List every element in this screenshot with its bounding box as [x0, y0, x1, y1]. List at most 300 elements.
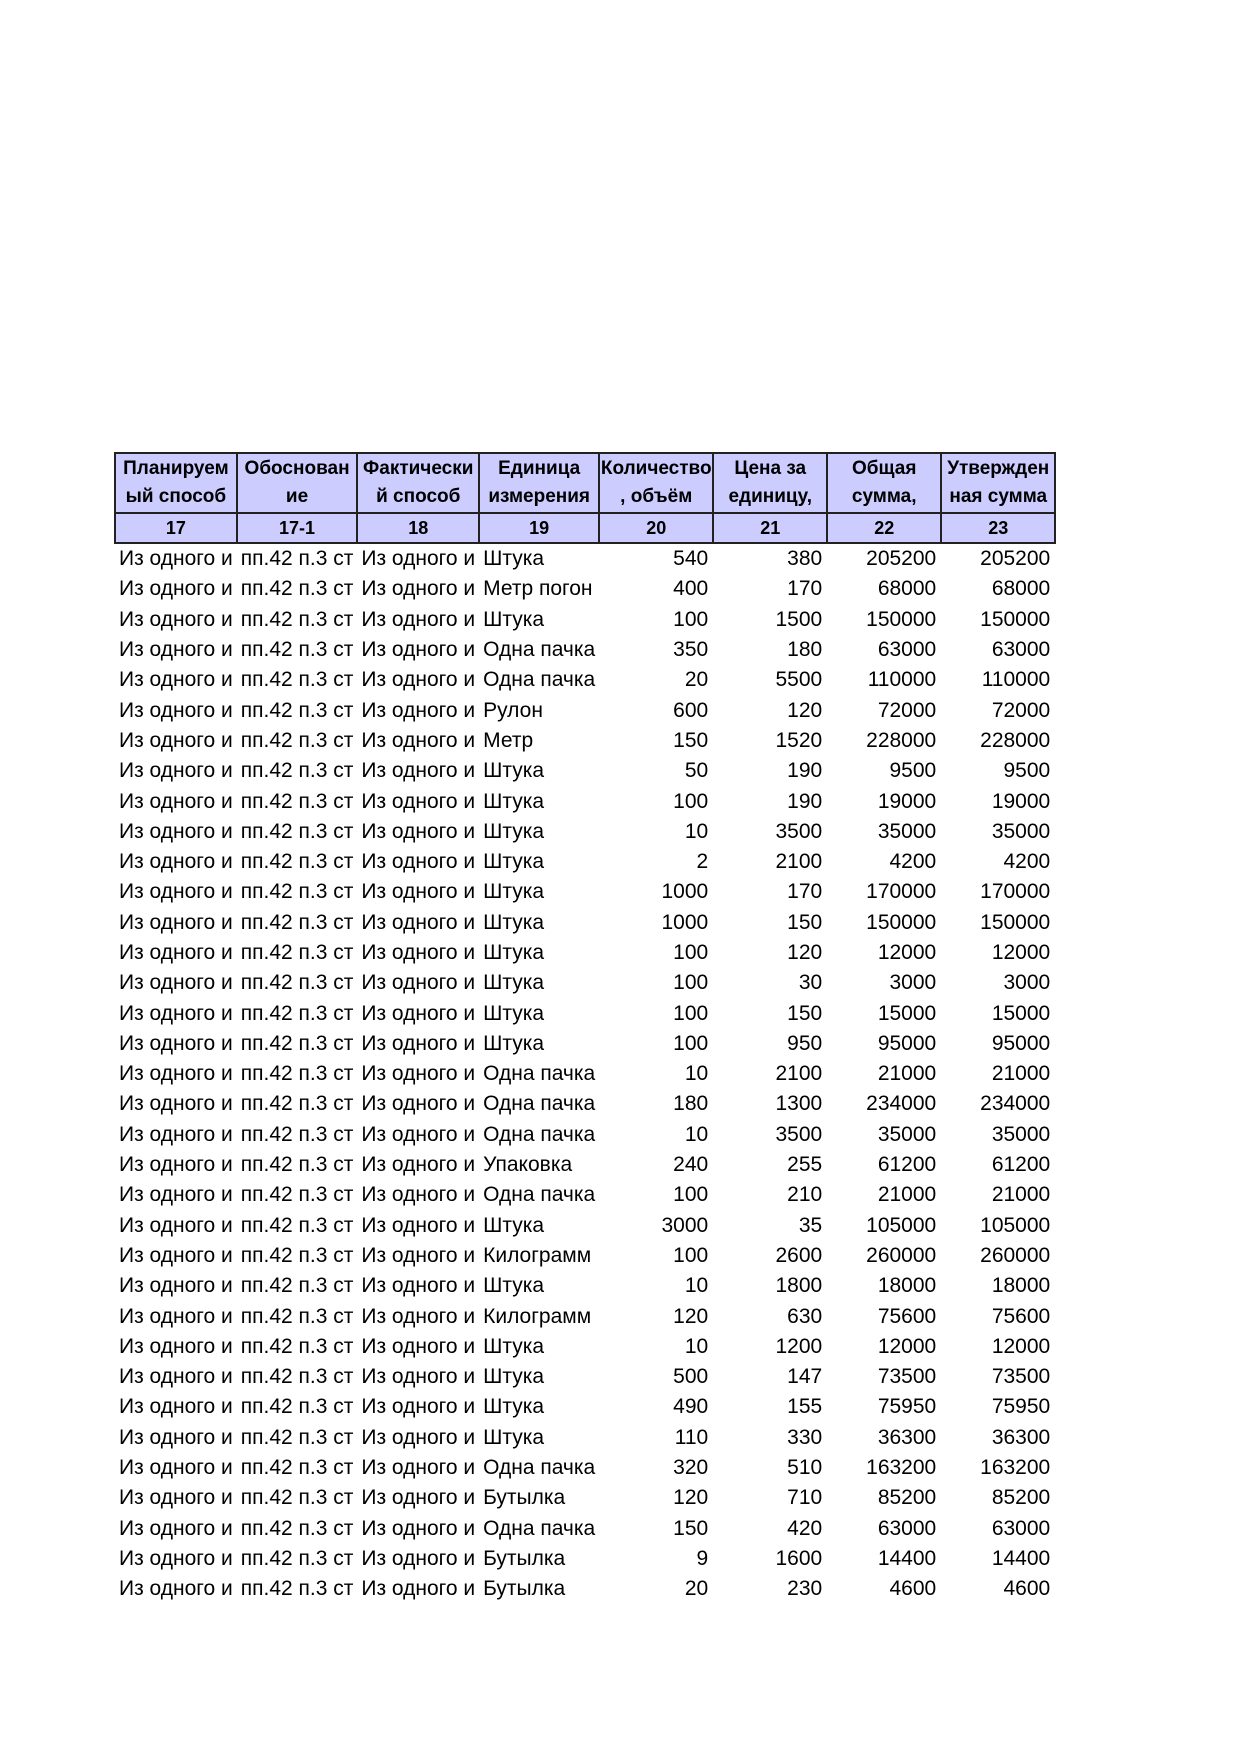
table-cell: Штука — [483, 819, 545, 843]
table-cell: 190 — [787, 789, 823, 813]
table-cell: 3000 — [661, 1213, 709, 1237]
table-cell: 20 — [684, 668, 709, 692]
table-cell: Из одного и — [361, 1365, 476, 1389]
procurement-table — [114, 452, 1056, 1604]
table-cell: 163200 — [866, 1456, 937, 1480]
table-cell: Штука — [483, 941, 545, 964]
table-cell: 120 — [787, 698, 823, 722]
table-cell: Метр — [483, 728, 534, 752]
table-row — [115, 1483, 1055, 1513]
table-cell: 75950 — [877, 1395, 937, 1419]
table-cell: 3000 — [1003, 971, 1051, 995]
column-header: Количество , объём — [599, 453, 713, 513]
table-cell: пп.42 п.3 ст — [240, 759, 354, 783]
table-cell: 3500 — [775, 1122, 823, 1146]
table-cell: 240 — [673, 1153, 709, 1177]
table-cell: 14400 — [991, 1546, 1051, 1570]
column-number: 23 — [941, 513, 1055, 543]
table-cell: Штука — [483, 1334, 545, 1358]
table-cell: пп.42 п.3 ст — [240, 880, 354, 904]
table-cell: пп.42 п.3 ст — [240, 1031, 354, 1055]
table-cell: 19000 — [991, 789, 1051, 813]
table-cell: 205200 — [866, 547, 937, 571]
table-cell: Одна пачка — [483, 1092, 596, 1116]
table-cell: Бутылка — [483, 1546, 566, 1570]
table-cell: пп.42 п.3 ст — [240, 1304, 354, 1328]
table-cell: Из одного и — [119, 1213, 233, 1237]
table-row — [115, 1362, 1055, 1392]
table-cell: Из одного и — [119, 1577, 233, 1601]
table-cell: 105000 — [866, 1213, 937, 1237]
table-cell: пп.42 п.3 ст — [240, 1546, 354, 1570]
table-cell: 20 — [684, 1577, 709, 1601]
table-cell: Упаковка — [483, 1153, 573, 1177]
table-row — [115, 605, 1055, 635]
table-row — [115, 1150, 1055, 1180]
table-cell: 9500 — [1003, 759, 1051, 783]
table-cell: 2 — [696, 850, 709, 874]
table-cell: 540 — [673, 547, 709, 571]
table-row — [115, 695, 1055, 725]
table-cell: Из одного и — [361, 547, 476, 571]
table-row — [115, 665, 1055, 695]
table-cell: пп.42 п.3 ст — [240, 1153, 354, 1177]
table-row — [115, 1544, 1055, 1574]
table-cell: 190 — [787, 759, 823, 783]
table-cell: Штука — [483, 971, 545, 995]
table-cell: пп.42 п.3 ст — [240, 698, 354, 722]
table-cell: Из одного и — [119, 850, 233, 874]
table-cell: Из одного и — [361, 607, 476, 631]
column-number: 18 — [357, 513, 479, 543]
table-cell: пп.42 п.3 ст — [240, 1516, 354, 1540]
table-cell: 5500 — [775, 668, 823, 692]
table-cell: 120 — [673, 1486, 709, 1510]
table-cell: 9500 — [889, 759, 937, 783]
table-cell: Из одного и — [361, 577, 476, 601]
table-cell: Из одного и — [119, 1062, 233, 1086]
table-cell: Из одного и — [361, 728, 476, 752]
table-cell: Штука — [483, 1425, 545, 1449]
table-row — [115, 847, 1055, 877]
table-cell: Из одного и — [119, 1516, 233, 1540]
table-cell: Штука — [483, 880, 545, 904]
table-cell: 1800 — [775, 1274, 823, 1298]
table-cell: Штука — [483, 607, 545, 631]
table-cell: 2100 — [775, 1062, 823, 1086]
table-cell: 4600 — [1003, 1577, 1051, 1601]
header-row — [115, 453, 1055, 513]
table-cell: Из одного и — [361, 1577, 476, 1601]
table-cell: 110 — [674, 1425, 709, 1449]
table-cell: 1500 — [775, 607, 823, 631]
table-cell: Из одного и — [361, 1213, 476, 1237]
table-cell: 1600 — [775, 1546, 823, 1570]
table-cell: 4600 — [889, 1577, 937, 1601]
column-header: Утвержден ная сумма — [941, 453, 1055, 513]
column-number-row — [115, 513, 1055, 543]
table-cell: 100 — [673, 971, 709, 995]
table-cell: 150000 — [866, 910, 937, 934]
table-row — [115, 998, 1055, 1028]
table-cell: 228000 — [980, 728, 1051, 752]
table-cell: Из одного и — [361, 1274, 476, 1298]
table-cell: пп.42 п.3 ст — [240, 1062, 354, 1086]
table-cell: 75600 — [877, 1304, 937, 1328]
table-cell: Штука — [483, 1001, 545, 1025]
table-cell: Из одного и — [119, 1122, 233, 1146]
table-cell: Из одного и — [119, 1425, 233, 1449]
table-row — [115, 968, 1055, 998]
table-cell: Из одного и — [361, 850, 476, 874]
table-cell: 100 — [673, 1001, 709, 1025]
table-cell: 100 — [673, 1031, 709, 1055]
table-cell: Из одного и — [119, 1153, 233, 1177]
column-number: 17-1 — [237, 513, 358, 543]
table-cell: Из одного и — [361, 880, 476, 904]
table-cell: 50 — [684, 759, 709, 783]
table-row — [115, 635, 1055, 665]
table-cell: 4200 — [889, 850, 937, 874]
table-body — [115, 543, 1055, 1604]
table-cell: Из одного и — [119, 1486, 233, 1510]
table-cell: 260000 — [980, 1243, 1051, 1267]
table-cell: 68000 — [877, 577, 937, 601]
table-cell: пп.42 п.3 ст — [240, 1274, 354, 1298]
table-cell: 72000 — [991, 698, 1051, 722]
table-cell: Из одного и — [119, 1334, 233, 1358]
table-cell: 75950 — [991, 1395, 1051, 1419]
table-cell: 234000 — [980, 1092, 1051, 1116]
table-cell: 260000 — [866, 1243, 937, 1267]
table-cell: Из одного и — [119, 789, 233, 813]
table-cell: Из одного и — [361, 819, 476, 843]
table-cell: пп.42 п.3 ст — [240, 607, 354, 631]
table-cell: 380 — [787, 547, 823, 571]
table-cell: 15000 — [877, 1001, 937, 1025]
table-cell: Из одного и — [361, 638, 476, 662]
table-cell: 10 — [684, 1274, 709, 1298]
table-cell: Из одного и — [361, 1486, 476, 1510]
column-header: Общая сумма, — [827, 453, 941, 513]
table-cell: Штука — [483, 789, 545, 813]
column-header: Фактически й способ — [357, 453, 479, 513]
table-cell: 1000 — [661, 910, 709, 934]
table-cell: Из одного и — [361, 1516, 476, 1540]
column-header: Цена за единицу, — [713, 453, 827, 513]
table-row — [115, 1453, 1055, 1483]
column-number: 22 — [827, 513, 941, 543]
table-cell: 180 — [787, 638, 823, 662]
table-cell: Из одного и — [361, 789, 476, 813]
table-row — [115, 1423, 1055, 1453]
table-cell: 18000 — [991, 1274, 1051, 1298]
table-cell: пп.42 п.3 ст — [240, 1425, 354, 1449]
table-cell: 180 — [673, 1092, 709, 1116]
table-cell: Штука — [483, 1274, 545, 1298]
table-cell: 400 — [673, 577, 709, 601]
table-row — [115, 756, 1055, 786]
table-cell: 1520 — [775, 728, 823, 752]
table-cell: 170 — [787, 577, 823, 601]
table-cell: 205200 — [980, 547, 1051, 571]
table-cell: 63000 — [877, 1516, 937, 1540]
table-cell: Из одного и — [119, 728, 233, 752]
table-row — [115, 543, 1055, 574]
table-cell: 228000 — [866, 728, 937, 752]
table-cell: 110000 — [867, 668, 937, 692]
table-row — [115, 817, 1055, 847]
table-cell: Из одного и — [361, 1425, 476, 1449]
table-cell: пп.42 п.3 ст — [240, 941, 354, 964]
table-cell: Из одного и — [119, 1183, 233, 1207]
table-cell: Из одного и — [119, 1395, 233, 1419]
column-header: Планируем ый способ — [115, 453, 237, 513]
table-cell: 75600 — [991, 1304, 1051, 1328]
table-cell: 105000 — [980, 1213, 1051, 1237]
table-row — [115, 1574, 1055, 1604]
table-cell: 21000 — [877, 1183, 937, 1207]
table-cell: 35000 — [991, 819, 1051, 843]
table-cell: Из одного и — [361, 910, 476, 934]
table-cell: пп.42 п.3 ст — [240, 1486, 354, 1510]
table-cell: Из одного и — [361, 1153, 476, 1177]
table-cell: 10 — [684, 1062, 709, 1086]
table-cell: Из одного и — [361, 1183, 476, 1207]
table-cell: пп.42 п.3 ст — [240, 547, 354, 571]
table-cell: Одна пачка — [483, 668, 596, 692]
table-cell: 30 — [798, 971, 823, 995]
table-cell: Одна пачка — [483, 1516, 596, 1540]
table-cell: Из одного и — [119, 1456, 233, 1480]
table-cell: 61200 — [991, 1153, 1051, 1177]
table-cell: 63000 — [991, 638, 1051, 662]
table-cell: 73500 — [877, 1365, 937, 1389]
table-cell: 2100 — [775, 850, 823, 874]
column-number: 17 — [115, 513, 237, 543]
table-cell: 100 — [673, 1243, 709, 1267]
table-cell: Из одного и — [361, 1546, 476, 1570]
table-cell: 4200 — [1003, 850, 1051, 874]
table-cell: 150 — [787, 910, 823, 934]
spreadsheet-page — [114, 452, 1056, 1604]
table-cell: 18000 — [877, 1274, 937, 1298]
table-cell: 12000 — [877, 941, 937, 964]
table-cell: 10 — [684, 1334, 709, 1358]
table-row — [115, 1392, 1055, 1422]
table-cell: 85200 — [877, 1486, 937, 1510]
table-cell: 19000 — [877, 789, 937, 813]
table-cell: 600 — [673, 698, 709, 722]
table-cell: 150000 — [980, 910, 1051, 934]
table-cell: Из одного и — [361, 698, 476, 722]
table-cell: 35000 — [877, 819, 937, 843]
table-cell: Из одного и — [119, 698, 233, 722]
table-cell: Штука — [483, 1395, 545, 1419]
table-cell: Из одного и — [119, 638, 233, 662]
table-cell: 1000 — [661, 880, 709, 904]
table-cell: 73500 — [991, 1365, 1051, 1389]
table-cell: Из одного и — [361, 1334, 476, 1358]
table-cell: 150 — [673, 728, 709, 752]
table-cell: Штука — [483, 850, 545, 874]
table-cell: 10 — [684, 819, 709, 843]
table-cell: 170000 — [980, 880, 1051, 904]
table-cell: 85200 — [991, 1486, 1051, 1510]
table-cell: Из одного и — [119, 971, 233, 995]
table-cell: 120 — [787, 941, 823, 964]
table-row — [115, 1059, 1055, 1089]
table-cell: Из одного и — [361, 1092, 476, 1116]
table-cell: 510 — [787, 1456, 823, 1480]
table-cell: 150 — [787, 1001, 823, 1025]
table-row — [115, 1514, 1055, 1544]
table-cell: пп.42 п.3 ст — [240, 1092, 354, 1116]
table-cell: 35000 — [991, 1122, 1051, 1146]
table-cell: 68000 — [991, 577, 1051, 601]
table-cell: Бутылка — [483, 1577, 566, 1601]
table-cell: Из одного и — [361, 1395, 476, 1419]
table-cell: 170000 — [866, 880, 937, 904]
table-cell: Из одного и — [119, 577, 233, 601]
table-cell: 120 — [673, 1304, 709, 1328]
table-cell: 100 — [673, 607, 709, 631]
table-cell: Одна пачка — [483, 638, 596, 662]
table-cell: Килограмм — [483, 1304, 592, 1328]
table-cell: 12000 — [991, 1334, 1051, 1358]
table-cell: 12000 — [991, 941, 1051, 964]
table-cell: Из одного и — [119, 880, 233, 904]
table-row — [115, 574, 1055, 604]
table-cell: Рулон — [483, 698, 543, 722]
table-cell: 630 — [787, 1304, 823, 1328]
table-cell: 9 — [696, 1546, 709, 1570]
table-cell: 230 — [787, 1577, 823, 1601]
table-cell: 21000 — [877, 1062, 937, 1086]
table-cell: 61200 — [877, 1153, 937, 1177]
table-cell: пп.42 п.3 ст — [240, 1456, 354, 1480]
table-row — [115, 1332, 1055, 1362]
table-cell: 420 — [787, 1516, 823, 1540]
table-cell: Из одного и — [361, 668, 476, 692]
table-cell: пп.42 п.3 ст — [240, 1183, 354, 1207]
table-cell: Из одного и — [119, 819, 233, 843]
table-cell: пп.42 п.3 ст — [240, 577, 354, 601]
table-cell: Из одного и — [361, 1304, 476, 1328]
table-cell: Из одного и — [119, 1546, 233, 1570]
table-cell: 500 — [673, 1365, 709, 1389]
table-row — [115, 1241, 1055, 1271]
table-cell: Из одного и — [119, 1092, 233, 1116]
table-cell: Из одного и — [119, 1031, 233, 1055]
table-cell: Из одного и — [361, 1243, 476, 1267]
table-cell: 147 — [787, 1365, 823, 1389]
column-header: Обоснован ие — [237, 453, 358, 513]
table-cell: 15000 — [991, 1001, 1051, 1025]
table-row — [115, 1271, 1055, 1301]
table-cell: 36300 — [991, 1425, 1051, 1449]
table-cell: пп.42 п.3 ст — [240, 910, 354, 934]
table-cell: 150000 — [866, 607, 937, 631]
table-cell: Из одного и — [361, 971, 476, 995]
table-cell: Из одного и — [119, 1001, 233, 1025]
table-cell: пп.42 п.3 ст — [240, 1365, 354, 1389]
table-cell: пп.42 п.3 ст — [240, 971, 354, 995]
table-cell: 163200 — [980, 1456, 1051, 1480]
table-cell: Одна пачка — [483, 1456, 596, 1480]
table-cell: 110000 — [981, 668, 1051, 692]
table-cell: Из одного и — [119, 547, 233, 571]
table-cell: 72000 — [877, 698, 937, 722]
table-cell: 350 — [673, 638, 709, 662]
table-cell: 320 — [673, 1456, 709, 1480]
table-cell: 2600 — [775, 1243, 823, 1267]
table-cell: Из одного и — [361, 1001, 476, 1025]
table-cell: пп.42 п.3 ст — [240, 1577, 354, 1601]
table-cell: Из одного и — [119, 759, 233, 783]
table-cell: 10 — [684, 1122, 709, 1146]
table-cell: Штука — [483, 1213, 545, 1237]
table-cell: Одна пачка — [483, 1183, 596, 1207]
table-cell: 95000 — [877, 1031, 937, 1055]
table-cell: 21000 — [991, 1062, 1051, 1086]
table-cell: Метр погон — [483, 577, 593, 601]
table-cell: пп.42 п.3 ст — [240, 1395, 354, 1419]
table-cell: 36300 — [877, 1425, 937, 1449]
table-cell: 35 — [798, 1213, 823, 1237]
table-cell: 330 — [787, 1425, 823, 1449]
table-cell: Из одного и — [361, 1456, 476, 1480]
table-cell: Штука — [483, 1031, 545, 1055]
table-cell: 100 — [673, 1183, 709, 1207]
table-cell: Из одного и — [119, 1365, 233, 1389]
table-cell: пп.42 п.3 ст — [240, 728, 354, 752]
table-cell: Из одного и — [119, 1304, 233, 1328]
table-cell: Из одного и — [361, 759, 476, 783]
table-cell: пп.42 п.3 ст — [240, 1334, 354, 1358]
table-cell: пп.42 п.3 ст — [240, 1243, 354, 1267]
table-cell: Штука — [483, 1365, 545, 1389]
table-cell: пп.42 п.3 ст — [240, 638, 354, 662]
table-row — [115, 1301, 1055, 1331]
table-cell: Из одного и — [119, 668, 233, 692]
table-cell: Из одного и — [361, 941, 476, 964]
table-cell: Штука — [483, 547, 545, 571]
table-row — [115, 726, 1055, 756]
table-cell: 1300 — [775, 1092, 823, 1116]
table-cell: 255 — [787, 1153, 823, 1177]
table-cell: Из одного и — [119, 910, 233, 934]
table-cell: 12000 — [877, 1334, 937, 1358]
table-cell: Из одного и — [361, 1122, 476, 1146]
table-cell: 3000 — [889, 971, 937, 995]
column-number: 19 — [479, 513, 599, 543]
table-cell: 170 — [787, 880, 823, 904]
table-cell: Штука — [483, 910, 545, 934]
table-cell: пп.42 п.3 ст — [240, 789, 354, 813]
table-cell: Одна пачка — [483, 1122, 596, 1146]
table-row — [115, 877, 1055, 907]
table-cell: 100 — [673, 789, 709, 813]
column-header: Единица измерения — [479, 453, 599, 513]
table-cell: Из одного и — [119, 607, 233, 631]
table-cell: 950 — [787, 1031, 823, 1055]
table-row — [115, 1211, 1055, 1241]
table-cell: Из одного и — [119, 1274, 233, 1298]
table-cell: 234000 — [866, 1092, 937, 1116]
table-cell: 14400 — [877, 1546, 937, 1570]
table-cell: 710 — [787, 1486, 823, 1510]
